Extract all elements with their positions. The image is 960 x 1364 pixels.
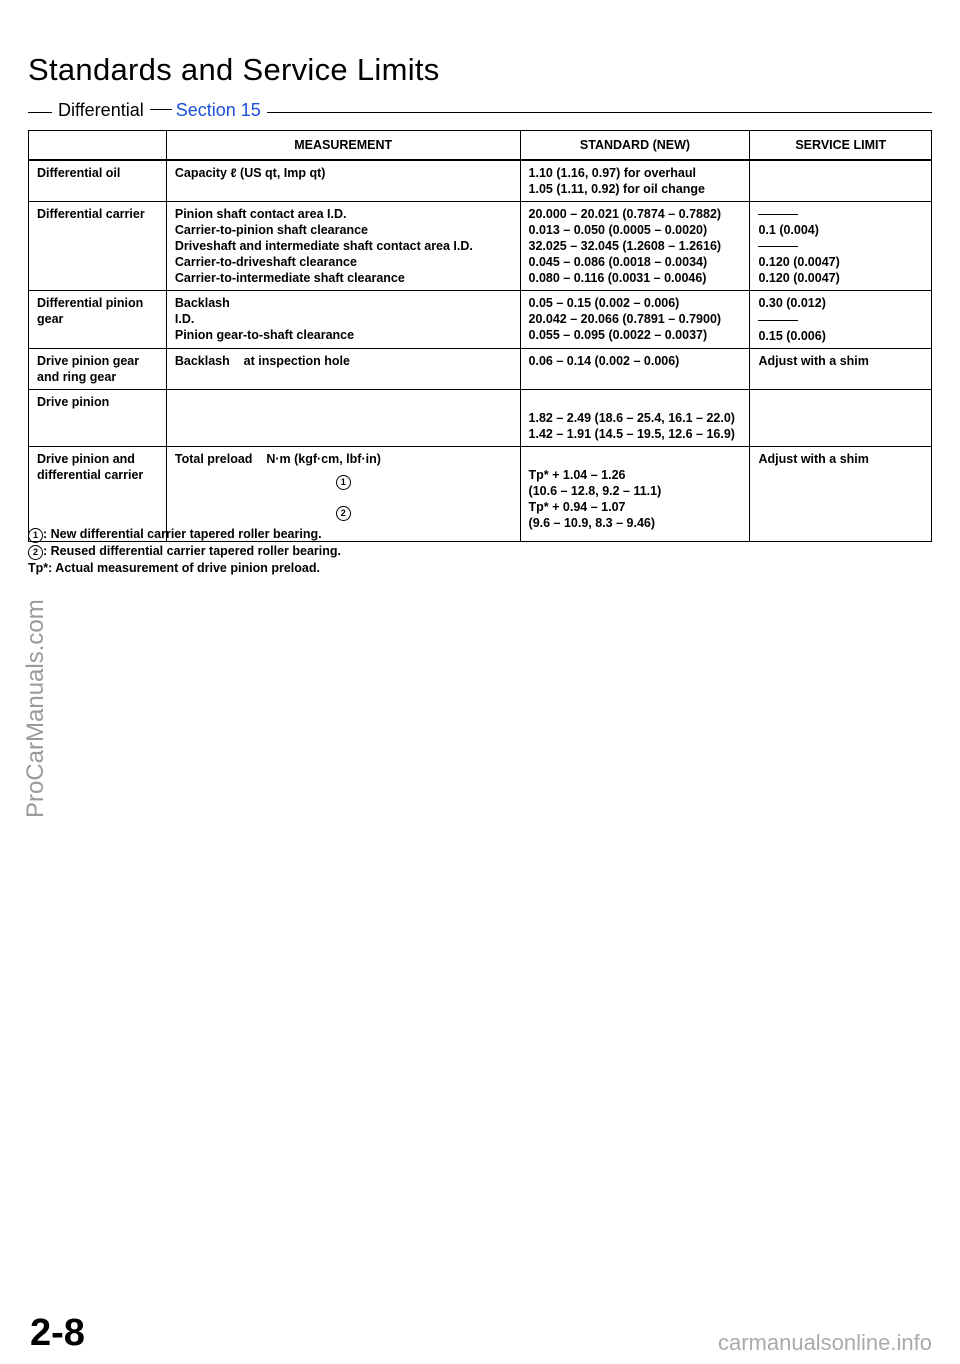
item-text: and ring gear xyxy=(37,369,117,384)
marker-row xyxy=(175,504,512,521)
limit-text: Adjust with a shim xyxy=(758,451,869,466)
standard-cell xyxy=(520,160,750,202)
measurement-text: Driveshaft and intermediate shaft contact area I.D. xyxy=(174,239,473,253)
standard-text: 0.080 – 0.116 (0.0031 – 0.0046) xyxy=(528,271,707,285)
item-text: Differential carrier xyxy=(37,207,145,221)
limit-text: 0.120 (0.0047) xyxy=(758,255,840,270)
footnote xyxy=(28,526,341,543)
circled-one-marker: 1 xyxy=(336,475,351,490)
limit-text xyxy=(758,206,923,222)
measurement-text: Carrier-to-pinion shaft clearance xyxy=(174,223,368,237)
limit-cell xyxy=(750,348,932,389)
standard-text: (10.6 – 12.8, 9.2 – 11.1) xyxy=(528,483,662,498)
section-name: Differential xyxy=(58,100,144,120)
limit-text: 0.30 (0.012) xyxy=(758,296,826,311)
measurement-text: Backlash at inspection hole xyxy=(174,353,350,368)
standard-cell xyxy=(520,389,750,446)
limit-cell xyxy=(750,160,932,202)
dash-rule xyxy=(758,246,798,247)
table-row xyxy=(29,291,932,348)
item-text: Drive pinion and xyxy=(37,451,135,466)
section-separator xyxy=(150,109,172,110)
measurement-cell xyxy=(166,389,520,446)
footnote-text: : Reused differential carrier tapered roller bearing. xyxy=(43,544,342,558)
item-text: differential carrier xyxy=(37,467,144,482)
standard-cell xyxy=(520,348,750,389)
watermark: ProCarManuals.com xyxy=(22,599,49,818)
header-limit: SERVICE LIMIT xyxy=(750,131,932,161)
header-item xyxy=(29,131,167,161)
standard-text: 0.06 – 0.14 (0.002 – 0.006) xyxy=(528,353,680,368)
item-cell xyxy=(29,202,167,291)
limit-text: Adjust with a shim xyxy=(758,353,869,368)
limit-text xyxy=(758,238,923,254)
measurement-text: Backlash xyxy=(174,296,230,311)
item-cell xyxy=(29,348,167,389)
standard-text: 1.05 (1.11, 0.92) for oil change xyxy=(528,182,705,196)
standard-text xyxy=(529,451,742,467)
measurement-text: I.D. xyxy=(174,312,195,327)
standard-text: 0.013 – 0.050 (0.0005 – 0.0020) xyxy=(528,223,708,237)
footnote xyxy=(28,543,341,560)
footer-site: carmanualsonline.info xyxy=(717,1330,932,1355)
standard-cell xyxy=(520,446,750,541)
item-cell xyxy=(29,389,167,446)
page-title: Standards and Service Limits xyxy=(28,52,440,87)
limit-text: 0.15 (0.006) xyxy=(758,328,826,343)
page-number: 2-8 xyxy=(30,1312,85,1354)
standard-text: 0.045 – 0.086 (0.0018 – 0.0034) xyxy=(528,255,708,269)
item-cell xyxy=(29,291,167,348)
limit-text: 0.1 (0.004) xyxy=(758,223,819,238)
circled-one-marker: 1 xyxy=(28,528,43,543)
table-row xyxy=(29,389,932,446)
header-standard: STANDARD (NEW) xyxy=(520,131,750,161)
limit-cell xyxy=(750,389,932,446)
item-text: gear xyxy=(37,312,64,327)
header-measurement: MEASUREMENT xyxy=(166,131,520,161)
standard-text: 32.025 – 32.045 (1.2608 – 1.2616) xyxy=(528,239,722,253)
measurement-text: Pinion gear-to-shaft clearance xyxy=(174,328,355,343)
item-text: Differential oil xyxy=(37,166,121,180)
section-heading xyxy=(52,100,267,121)
footnote xyxy=(28,560,341,576)
standard-cell xyxy=(520,291,750,348)
footnote-text: Tp*: Actual measurement of drive pinion preload. xyxy=(28,561,320,575)
item-text: Drive pinion xyxy=(37,394,110,409)
measurement-cell xyxy=(166,160,520,202)
standard-text: 0.055 – 0.095 (0.0022 – 0.0037) xyxy=(528,328,708,343)
dash-rule xyxy=(758,214,798,215)
limit-cell xyxy=(750,202,932,291)
measurement-cell xyxy=(166,202,520,291)
item-text: Drive pinion gear xyxy=(37,353,140,368)
measurement-cell xyxy=(166,291,520,348)
limit-text: 0.120 (0.0047) xyxy=(758,271,840,286)
limit-cell xyxy=(750,291,932,348)
standard-text: Tp* + 0.94 – 1.07 xyxy=(528,499,626,514)
spec-table xyxy=(28,130,932,542)
measurement-text: Capacity ℓ (US qt, Imp qt) xyxy=(174,166,326,180)
circled-two-marker: 2 xyxy=(336,506,351,521)
table-row xyxy=(29,160,932,202)
standard-text: 1.42 – 1.91 (14.5 – 19.5, 12.6 – 16.9) xyxy=(528,426,735,441)
standard-text: Tp* + 1.04 – 1.26 xyxy=(528,467,626,482)
dash-rule xyxy=(758,320,798,321)
standard-cell xyxy=(520,202,750,291)
measurement-text: Carrier-to-intermediate shaft clearance xyxy=(174,271,405,285)
measurement-text: Total preload N·m (kgf·cm, lbf·in) xyxy=(174,451,381,466)
footnotes xyxy=(28,526,341,576)
standard-text: 20.042 – 20.066 (0.7891 – 0.7900) xyxy=(528,312,722,327)
standard-text: 1.10 (1.16, 0.97) for overhaul xyxy=(528,166,696,180)
standard-text: 0.05 – 0.15 (0.002 – 0.006) xyxy=(528,296,680,311)
standard-text xyxy=(529,394,742,410)
measurement-text: Pinion shaft contact area I.D. xyxy=(174,207,347,221)
limit-cell xyxy=(750,446,932,541)
table-row xyxy=(29,202,932,291)
item-text: Differential pinion xyxy=(37,296,144,311)
measurement-text: Carrier-to-driveshaft clearance xyxy=(174,255,357,269)
measurement-cell xyxy=(166,348,520,389)
table-row xyxy=(29,348,932,389)
marker-row xyxy=(175,473,512,490)
footnote-text: : New differential carrier tapered roller bearing. xyxy=(43,527,322,541)
standard-text: 20.000 – 20.021 (0.7874 – 0.7882) xyxy=(528,207,722,221)
limit-text xyxy=(758,311,923,327)
item-cell xyxy=(29,160,167,202)
circled-two-marker: 2 xyxy=(28,545,43,560)
standard-text: (9.6 – 10.9, 8.3 – 9.46) xyxy=(528,515,656,530)
standard-text: 1.82 – 2.49 (18.6 – 25.4, 16.1 – 22.0) xyxy=(528,410,735,425)
section-link[interactable]: Section 15 xyxy=(175,100,261,120)
table-header-row xyxy=(29,131,932,161)
